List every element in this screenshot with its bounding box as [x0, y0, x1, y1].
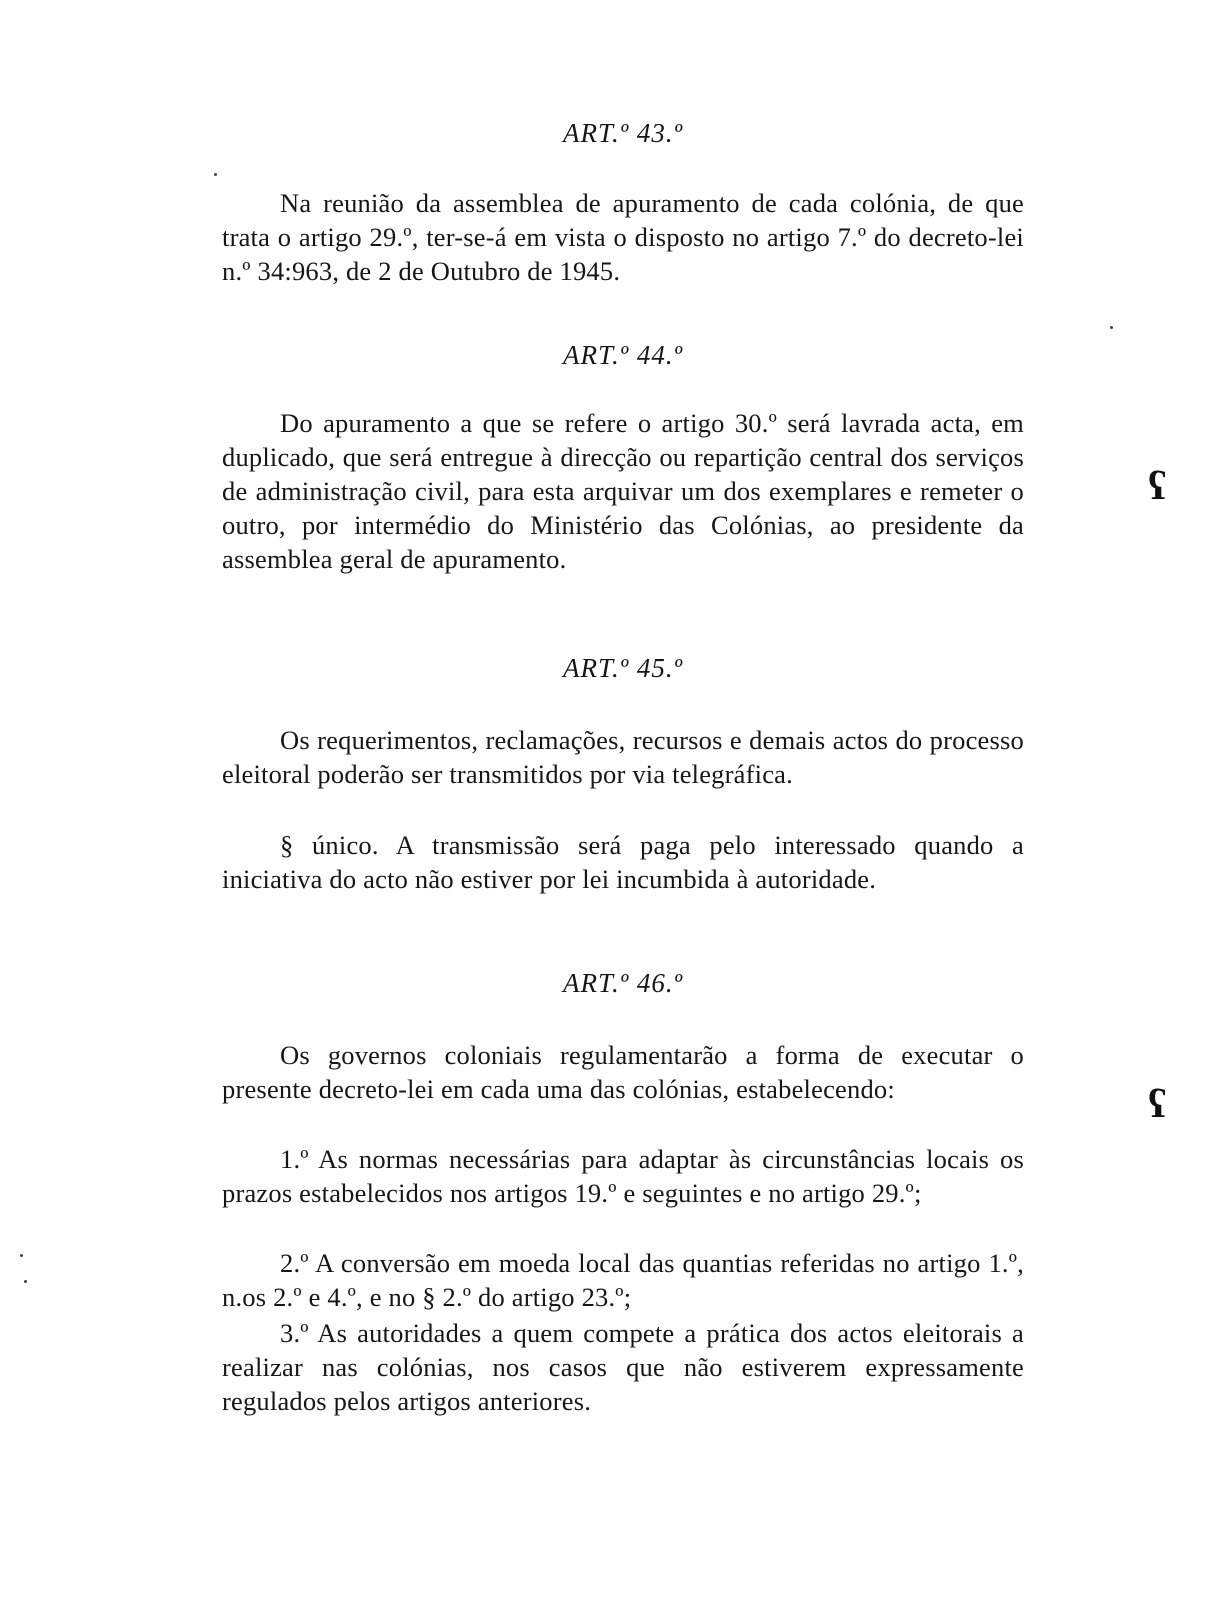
scan-binding-mark: ʕ [1148, 1081, 1166, 1126]
article-43-heading: ART.º 43.º [563, 118, 683, 148]
article-46-item-3: 3.º As autoridades a quem compete a prática dos actos eleitorais a realizar nas colónias, nos casos que não estiverem expressamente regulados pelos artigos anteriores. [222, 1318, 1024, 1416]
scan-speck [24, 1280, 27, 1283]
article-46-item-2: 2.º A conversão em moeda local das quantias referidas no artigo 1.º, n.os 2.º e 4.º, e no § 2.º do artigo 23.º; [222, 1248, 1024, 1312]
article-44-text: Do apuramento a que se refere o artigo 30.º será lavrada acta, em duplicado, que será entregue à direcção ou repartição central dos serviços de administração civil, para esta arquivar um dos exemplares e remeter o outro, por intermédio do Ministério das Colónias, ao presidente da assemblea geral de apuramento. [222, 408, 1024, 574]
scan-speck [214, 173, 217, 176]
article-45-text: Os requerimentos, reclamações, recursos e demais actos do processo eleitoral poderão ser transmitidos por via telegráfica. [222, 725, 1024, 789]
scan-speck [1110, 326, 1113, 329]
article-43-text: Na reunião da assemblea de apuramento de cada colónia, de que trata o artigo 29.º, ter-se-á em vista o disposto no artigo 7.º do decreto-lei n.º 34:963, de 2 de Outubro de 1945. [222, 188, 1024, 286]
article-44-heading: ART.º 44.º [563, 340, 683, 370]
article-46-text: Os governos coloniais regulamentarão a forma de executar o presente decreto-lei em cada uma das colónias, estabelecendo: [222, 1040, 1024, 1104]
scan-binding-mark: ʕ [1148, 463, 1166, 508]
article-45-heading: ART.º 45.º [563, 653, 683, 683]
scan-speck [20, 1254, 23, 1257]
article-45-paragraph-unico: § único. A transmissão será paga pelo interessado quando a iniciativa do acto não estiver por lei incumbida à autoridade. [222, 830, 1024, 894]
article-46-heading: ART.º 46.º [563, 968, 683, 998]
article-46-item-1: 1.º As normas necessárias para adaptar às circunstâncias locais os prazos estabelecidos nos artigos 19.º e seguintes e no artigo 29.º; [222, 1144, 1024, 1208]
